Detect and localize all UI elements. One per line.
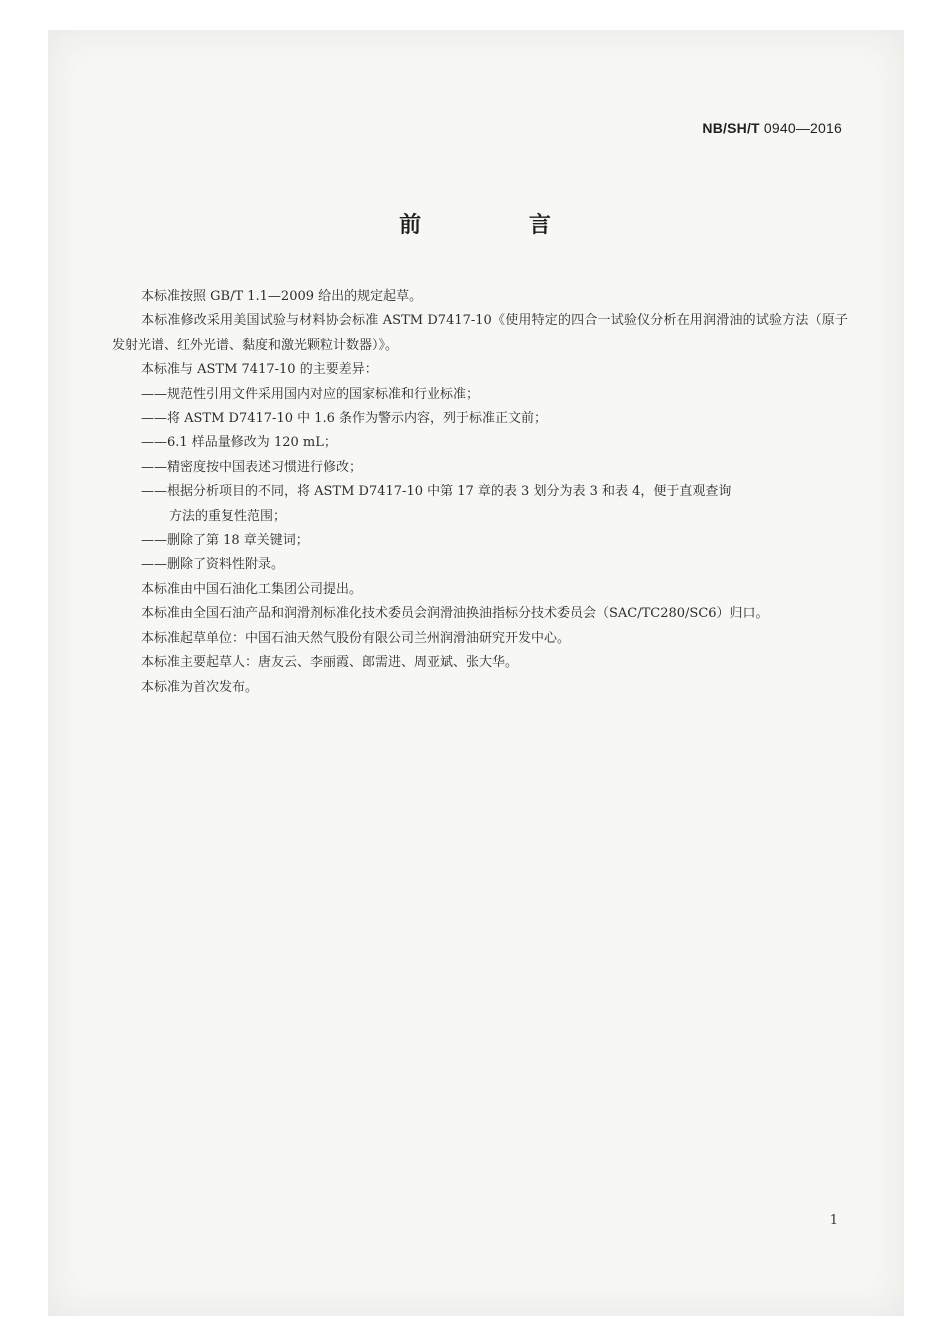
paragraph-committee: 本标准由全国石油产品和润滑剂标准化技术委员会润滑油换油指标分技术委员会（SAC/TC280/SC6）归口。: [141, 606, 769, 622]
page-number: 1: [829, 1213, 838, 1228]
difference-item: ——规范性引用文件采用国内对应的国家标准和行业标准；: [141, 386, 480, 402]
difference-item: ——精密度按中国表述习惯进行修改；: [141, 459, 363, 475]
standard-number: 0940—2016: [759, 120, 842, 136]
paragraph-drafters: 本标准主要起草人：唐友云、李丽霞、郎需进、周亚斌、张大华。: [141, 655, 519, 671]
difference-item-line2: 方法的重复性范围；: [169, 508, 287, 524]
standard-code: [702, 120, 842, 136]
paragraph-adoption: 本标准修改采用美国试验与材料协会标准 ASTM D7417-10《使用特定的四合一试验仪分析在用润滑油的试验方法（原子发射光谱、红外光谱、黏度和激光颗粒计数器）》。: [112, 313, 848, 353]
standard-prefix: NB/SH/T: [702, 120, 760, 136]
page-title: 前 言: [399, 213, 601, 238]
paragraph-differences-intro: 本标准与 ASTM 7417-10 的主要差异：: [141, 362, 378, 378]
paragraph-drafting-unit: 本标准起草单位：中国石油天然气股份有限公司兰州润滑油研究开发中心。: [141, 630, 571, 646]
difference-item: ——删除了资料性附录。: [141, 557, 285, 573]
foreword-body: [112, 285, 848, 700]
difference-item: ——删除了第 18 章关键词；: [141, 533, 309, 549]
difference-item-line1: ——根据分析项目的不同，将 ASTM D7417-10 中第 17 章的表 3 划分为表 3 和表 4，便于直观查询: [141, 484, 732, 500]
difference-item: ——将 ASTM D7417-10 中 1.6 条作为警示内容，列于标准正文前；: [141, 411, 548, 427]
paragraph-proposer: 本标准由中国石油化工集团公司提出。: [141, 581, 363, 597]
paragraph-drafting-rules: 本标准按照 GB/T 1.1—2009 给出的规定起草。: [141, 289, 423, 304]
difference-item-multiline: [112, 480, 848, 529]
difference-item: ——6.1 样品量修改为 120 mL；: [141, 435, 337, 451]
paragraph-first-release: 本标准为首次发布。: [141, 679, 259, 695]
